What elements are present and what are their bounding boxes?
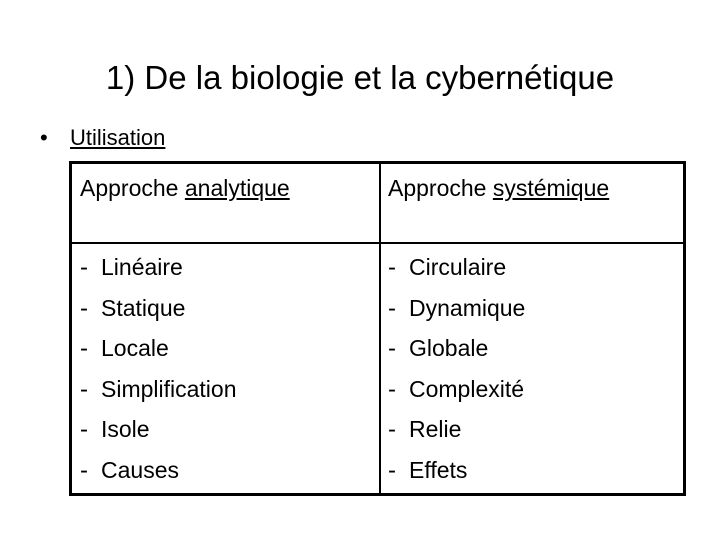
dash-marker: - xyxy=(80,254,88,281)
list-item-label: Linéaire xyxy=(101,254,183,280)
dash-marker: - xyxy=(80,335,88,362)
dash-marker: - xyxy=(388,254,396,281)
list-item-label: Simplification xyxy=(101,375,237,402)
list-item xyxy=(80,328,237,369)
table-column-divider xyxy=(379,164,381,493)
list-item xyxy=(80,288,237,329)
table-header-divider xyxy=(72,242,683,244)
column-header-systemique xyxy=(388,172,609,204)
dash-marker: - xyxy=(388,416,396,443)
column-header-analytique xyxy=(80,172,290,204)
column-header-emphasis: analytique xyxy=(184,175,290,201)
list-item xyxy=(80,369,237,410)
list-item-label: Causes xyxy=(101,456,179,483)
list-item xyxy=(80,247,237,288)
list-item-label: Effets xyxy=(409,456,468,483)
list-item-label: Complexité xyxy=(409,375,525,402)
list-item xyxy=(80,450,237,491)
list-item-label: Globale xyxy=(409,335,489,361)
list-item xyxy=(388,328,525,369)
dash-marker: - xyxy=(80,294,88,322)
list-item xyxy=(388,450,525,491)
column-header-prefix: Approche xyxy=(388,175,493,201)
dash-marker: - xyxy=(388,375,396,403)
dash-marker: - xyxy=(388,294,396,322)
comparison-table xyxy=(69,161,686,496)
list-item-label: Locale xyxy=(101,335,169,361)
list-item-label: Isole xyxy=(101,416,150,442)
list-analytique xyxy=(80,247,237,490)
list-systemique xyxy=(388,247,525,490)
dash-marker: - xyxy=(80,375,88,403)
list-item xyxy=(388,369,525,410)
list-item-label: Dynamique xyxy=(409,294,526,321)
bullet-item xyxy=(40,124,165,152)
dash-marker: - xyxy=(388,335,396,362)
column-header-emphasis: systémique xyxy=(492,175,610,201)
list-item-label: Statique xyxy=(101,294,186,321)
bullet-dot-icon: • xyxy=(40,125,48,150)
bullet-label: Utilisation xyxy=(70,125,166,150)
slide-title: 1) De la biologie et la cybernétique xyxy=(105,59,615,96)
list-item xyxy=(388,247,525,288)
list-item-label: Relie xyxy=(409,416,462,442)
column-header-prefix: Approche xyxy=(80,175,185,201)
list-item xyxy=(388,288,525,329)
dash-marker: - xyxy=(388,456,396,484)
list-item xyxy=(80,409,237,450)
list-item xyxy=(388,409,525,450)
dash-marker: - xyxy=(80,456,88,484)
list-item-label: Circulaire xyxy=(409,254,507,280)
dash-marker: - xyxy=(80,416,88,443)
